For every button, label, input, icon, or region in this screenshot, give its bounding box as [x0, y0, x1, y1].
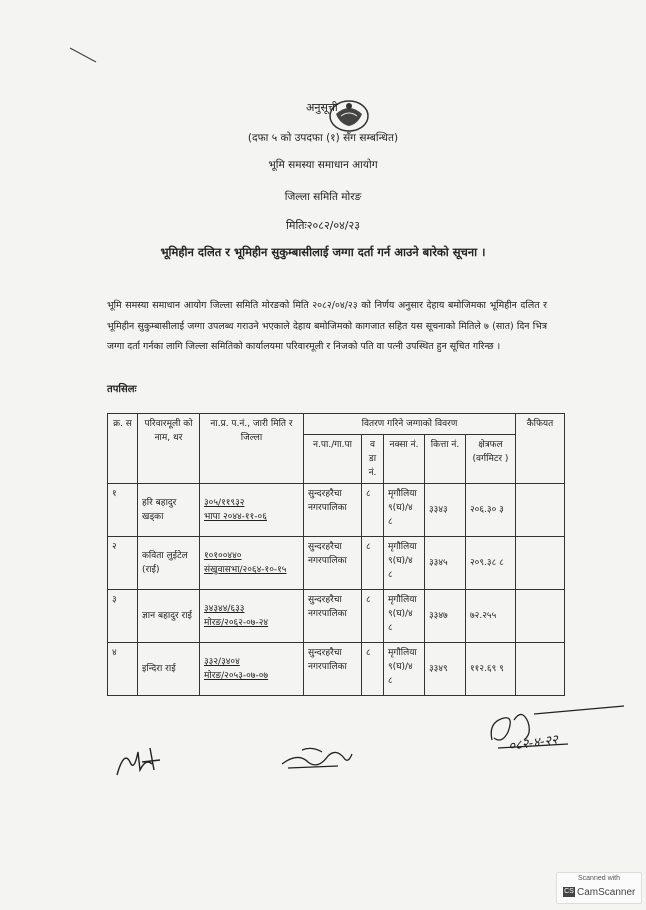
notice-body: भूमि समस्या समाधान आयोग जिल्ला समिति मोरङको मिति २०८२/०४/२३ को निर्णय अनुसार देहाय बमोजिमका भूमिहीन दलित र भूमिहीन सुकुम्बासीलाई जग्गा उपलब्ध गराउने भएकाले देहाय बमोजिमको कागजात सहित यस सूचनाको मितिले ७ (सात) दिन भित्र जग्गा दर्ता गर्नका लागि जिल्ला समितिको कार्यालयमा परिवारमूली र निजको पति वा पत्नी उपस्थित हुन सूचित गरिन्छ । — [107, 300, 547, 352]
cell-kitta: ३३४७ — [425, 590, 466, 643]
table-row — [108, 484, 565, 537]
scanner-caption: Scanned with — [577, 875, 621, 882]
cell-map: मृगौलिया ९(घ)/४ ८ — [384, 643, 425, 696]
notice-date: मितिः२०८२/०४/२३ — [286, 219, 360, 232]
header-map: नक्सा नं. — [384, 435, 425, 484]
cell-area: २०९.३८ ८ — [466, 537, 516, 590]
cell-municipality: सुन्दरहरैचा नगरपालिका — [304, 537, 362, 590]
citizenship-issue: मोरङ/२०५३-०७-०७ — [204, 671, 269, 681]
details-heading: तपसिलः — [107, 384, 137, 395]
cell-area: ११२.६९ ९ — [466, 643, 516, 696]
cell-municipality: सुन्दरहरैचा नगरपालिका — [304, 484, 362, 537]
signature-date: ०८२-४-२२ — [507, 732, 559, 755]
cell-citizenship — [200, 590, 304, 643]
table-row — [108, 537, 565, 590]
cell-municipality: सुन्दरहरैचा नगरपालिका — [304, 643, 362, 696]
scanner-watermark — [556, 872, 642, 904]
cell-remarks — [516, 643, 565, 696]
cell-ward: ८ — [362, 590, 384, 643]
citizenship-issue: संखुवासभा/२०६४-१०-१५ — [204, 565, 287, 575]
cell-municipality: सुन्दरहरैचा नगरपालिका — [304, 590, 362, 643]
table-header-row — [108, 414, 565, 435]
cell-remarks — [516, 537, 565, 590]
scanner-brand: CamScanner — [577, 887, 636, 898]
cell-area: ७२.२५५ — [466, 590, 516, 643]
cell-kitta: ३३४३ — [425, 484, 466, 537]
cell-kitta: ३३४९ — [425, 643, 466, 696]
citizenship-number: ३०५/११९३२ — [204, 498, 245, 508]
cell-remarks — [516, 484, 565, 537]
cell-sn: १ — [108, 484, 138, 537]
cell-citizenship — [200, 643, 304, 696]
cell-ward: ८ — [362, 537, 384, 590]
cell-map: मृगौलिया ९(घ)/४ ८ — [384, 484, 425, 537]
header-citizenship: ना.प्र. प.नं., जारी मिति र जिल्ला — [200, 414, 304, 484]
cell-citizenship — [200, 537, 304, 590]
cell-sn: ४ — [108, 643, 138, 696]
cell-name: हरि बहादुर खड्का — [138, 484, 200, 537]
table-row — [108, 643, 565, 696]
header-kitta: कित्ता नं. — [425, 435, 466, 484]
notice-title: भूमिहीन दलित र भूमिहीन सुकुम्बासीलाई जग्गा दर्ता गर्न आउने बारेको सूचना । — [160, 245, 486, 259]
header-area: क्षेत्रफल (वर्गमिटर ) — [466, 435, 516, 484]
citizenship-number: ३३२/३४०४ — [204, 657, 240, 667]
cell-sn: २ — [108, 537, 138, 590]
cell-name: ज्ञान बहादुर राई — [138, 590, 200, 643]
camscanner-logo-icon: CS — [564, 888, 574, 896]
cell-map: मृगौलिया ९(घ)/४ ८ — [384, 590, 425, 643]
cell-ward: ८ — [362, 484, 384, 537]
signature-left — [112, 740, 172, 780]
header-remarks: कैफियत — [516, 414, 565, 484]
cell-map: मृगौलिया ९(घ)/४ ८ — [384, 537, 425, 590]
clause-reference: (दफा ५ को उपदफा (१) सँग सम्बन्धित) — [247, 132, 399, 144]
cell-name: इन्दिरा राई — [138, 643, 200, 696]
signature-middle — [278, 742, 356, 776]
cell-area: २०६.३० ३ — [466, 484, 516, 537]
citizenship-number: १०१००४४० — [204, 551, 242, 561]
cell-name: कविता लुईटेल (राई) — [138, 537, 200, 590]
beneficiary-table — [107, 413, 565, 696]
scanner-brand-line — [563, 887, 635, 898]
citizenship-issue: भापा २०४४-११-०६ — [204, 512, 267, 522]
header-ward: व डा नं. — [362, 435, 384, 484]
annex-label: अनुसूची — [306, 101, 338, 114]
table-row — [108, 590, 565, 643]
cell-sn: ३ — [108, 590, 138, 643]
header-name: परिवारमूली को नाम, थर — [138, 414, 200, 484]
cell-citizenship — [200, 484, 304, 537]
cell-ward: ८ — [362, 643, 384, 696]
citizenship-issue: मोरङ/२०६२-०७-२४ — [204, 618, 269, 628]
commission-name: भूमि समस्या समाधान आयोग — [268, 159, 378, 171]
header-municipality: न.पा./गा.पा — [304, 435, 362, 484]
district-committee: जिल्ला समिति मोरङ — [284, 191, 362, 203]
header-sn: क्र. स — [108, 414, 138, 484]
citizenship-number: ३४३४४/६३३ — [204, 604, 245, 614]
header-land-details: वितरण गरिने जग्गाको विवरण — [304, 414, 516, 435]
cell-remarks — [516, 590, 565, 643]
pen-mark-icon — [68, 44, 98, 66]
cell-kitta: ३३४५ — [425, 537, 466, 590]
